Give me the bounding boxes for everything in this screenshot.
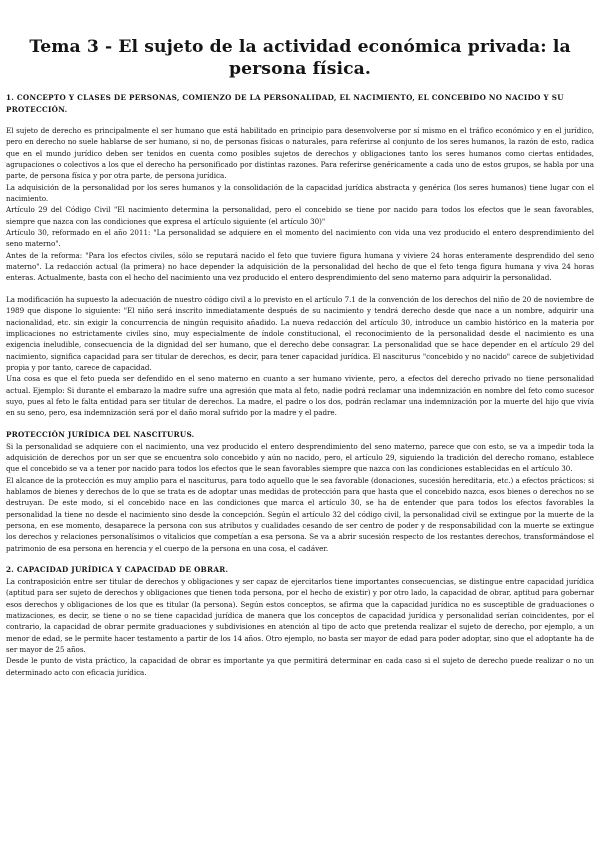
paragraph: Si la personalidad se adquiere con el nacimiento, una vez producido el entero desprendimiento del seno materno, parece que con esto, se va a impedir toda la adquisición de derechos por un ser que se encuentra solo concebido y aún no nacido, pero, el artículo 29, siguiendo la tradición del derecho romano, establece que el concebido se va a tener por nacido para todos los efectos que le sean favorables siempre que nazca con las condiciones establecidas en el artículo 30. [6, 441, 594, 474]
paragraph: La contraposición entre ser titular de derechos y obligaciones y ser capaz de ejercitarlos tiene importantes consecuencias, se distingue entre capacidad jurídica (aptitud para ser sujeto de derechos y obligaciones que tienen toda persona, por el hecho de existir) y por otro lado, la capacidad de obrar, aptitud para gobernar esos derechos y obligaciones de los que es titular (la persona). Según estos conceptos, se afirma que la capacidad jurídica no es susceptible de graduaciones o matizaciones, es decir, se tiene o no se tiene capacidad jurídica de manera que los conceptos de capacidad jurídica y personalidad serían coincidentes, por el contrario, la capacidad de obrar permite graduaciones y subdivisiones en atención al tipo de acto que pretenda realizar el sujeto de derecho, por ejemplo, a un menor de edad, se le permite hacer testamento a partir de los 14 años. Otro ejemplo, no basta ser mayor de edad para poder adoptar, sino que el adoptante ha de ser mayor de 25 años. [6, 577, 594, 655]
paragraph: Antes de la reforma: "Para los efectos civiles, sólo se reputará nacido el feto que tuviere figura humana y viviere 24 horas enteramente desprendido del seno materno". La redacción actual (la primera) no hace depender la adquisición de la personalidad del hecho de que el feto tenga figura humana y viva 24 horas enteras. Actualmente, basta con el hecho del nacimiento una vez producido el entero desprendimiento del seno materno para adquirir la personalidad. [6, 250, 594, 283]
paragraph: El sujeto de derecho es principalmente el ser humano que está habilitado en principio para desenvolverse por sí mismo en el tráfico económico y en el jurídico, pero en derecho no suele hablarse de ser humano, si no, de personas físicas o naturales, para referirse al conjunto de los seres humanos, la razón de esto, radica que en el mundo jurídico deben ser tenidos en cuenta como posibles sujetos de derechos y obligaciones tanto los seres humanos como ciertas entidades, agrupaciones o colectivos a los que el derecho ha personificado por distintas razones. Para referirse genéricamente a cada uno de estos grupos, se habla por una parte, de persona física y por otra parte, de persona jurídica. [6, 126, 594, 181]
paragraph: Artículo 30, reformado en el año 2011: "La personalidad se adquiere en el momento del nacimiento con vida una vez producido el entero desprendimiento del seno materno". [6, 228, 594, 249]
section-heading-proteccion: PROTECCIÓN JURÍDICA DEL NASCITURUS. [6, 429, 195, 439]
paragraph: Artículo 29 del Código Civil "El nacimiento determina la personalidad, pero el concebido se tiene por nacido para todos los efectos que le sean favorables, siempre que nazca con las condiciones que expresa el artículo siguiente (el artículo 30)" [6, 205, 594, 226]
paragraph: Una cosa es que el feto pueda ser defendido en el seno materno en cuanto a ser humano viviente, pero, a efectos del derecho privado no tiene personalidad actual. Ejemplo: Si durante el embarazo la madre sufre una agresión que mata al feto, nadie podrá reclamar una indemnización en nombre del feto como sucesor suyo, pues al feto le falta entidad para ser titular de derechos. La madre, el padre o los dos, podrán reclamar una indemnización por la muerte del hijo que vivía en su seno, pero, esa indemnización será por el daño moral sufrido por la madre y el padre. [6, 374, 594, 418]
paragraph: Desde le punto de vista práctico, la capacidad de obrar es importante ya que permitirá determinar en cada caso si el sujeto de derecho puede realizar o no un determinado acto con eficacia jurídica. [6, 656, 594, 677]
section-heading-capacidad: 2. CAPACIDAD JURÍDICA Y CAPACIDAD DE OBRAR. [6, 565, 229, 575]
paragraph: La modificación ha supuesto la adecuación de nuestro código civil a lo previsto en el artículo 7.1 de la convención de los derechos del niño de 20 de noviembre de 1989 que dispone lo siguiente: "El niño será inscrito inmediatamente después de su nacimiento y tendrá derecho desde que nace a un nombre, adquirir una nacionalidad, etc. sin exigir la concurrencia de ningún requisito añadido. La nueva redacción del artículo 30, introduce un cambio histórico en la materia por implicaciones no estrictamente civiles sino, muy especialmente de índole constitucional, el reconocimiento de la personalidad desde el nacimiento es una exigencia ineludible, consecuencia de la dignidad del ser humano, que el derecho debe consagrar. La personalidad que se hace depender en el artículo 29 del nacimiento, significa capacidad para ser titular de derechos, es decir, para tener capacidad jurídica. El nasciturus "concebido y no nacido" carece de subjetividad propia y por tanto, carece de capacidad. [6, 294, 594, 372]
paragraph: La adquisición de la personalidad por los seres humanos y la consolidación de la capacidad jurídica abstracta y genérica (los seres humanos) tiene lugar con el nacimiento. [6, 182, 594, 204]
section-heading-concepto: 1. CONCEPTO Y CLASES DE PERSONAS, COMIENZO DE LA PERSONALIDAD, EL NACIMIENTO, EL CONCEBIDO NO NACIDO Y SU PROTECCIÓN. [6, 93, 564, 114]
document-title: Tema 3 - El sujeto de la actividad económica privada: la persona física. [29, 37, 571, 79]
paragraph: El alcance de la protección es muy amplio para el nasciturus, para todo aquello que le sea favorable (donaciones, sucesión hereditaria, etc.) a efectos prácticos: si hablamos de bienes y derechos de lo que se trata es de adoptar unas medidas de protección para que hasta que el concebido nazca, esos bienes o derechos no se destruyan. De este modo, si el concebido nace en las condiciones que marca el artículo 30, se ha de entender que para todos los efectos favorables la personalidad la tiene no desde el nacimiento sino desde la concepción. Según el artículo 32 del código civil, la personalidad civil se extingue por la muerte de la persona, en ese momento, desaparece la persona con sus atributos y cualidades cesando de ser centro de poder y de responsabilidad con la muerte se extingue los derechos y relaciones personalísimos o vitalicios que competían a esa persona. Se va a abrir sucesión respecto de los restantes derechos, transformándose el patrimonio de esa persona en herencia y el cuerpo de la persona en una cosa, el cadáver. [6, 475, 594, 553]
